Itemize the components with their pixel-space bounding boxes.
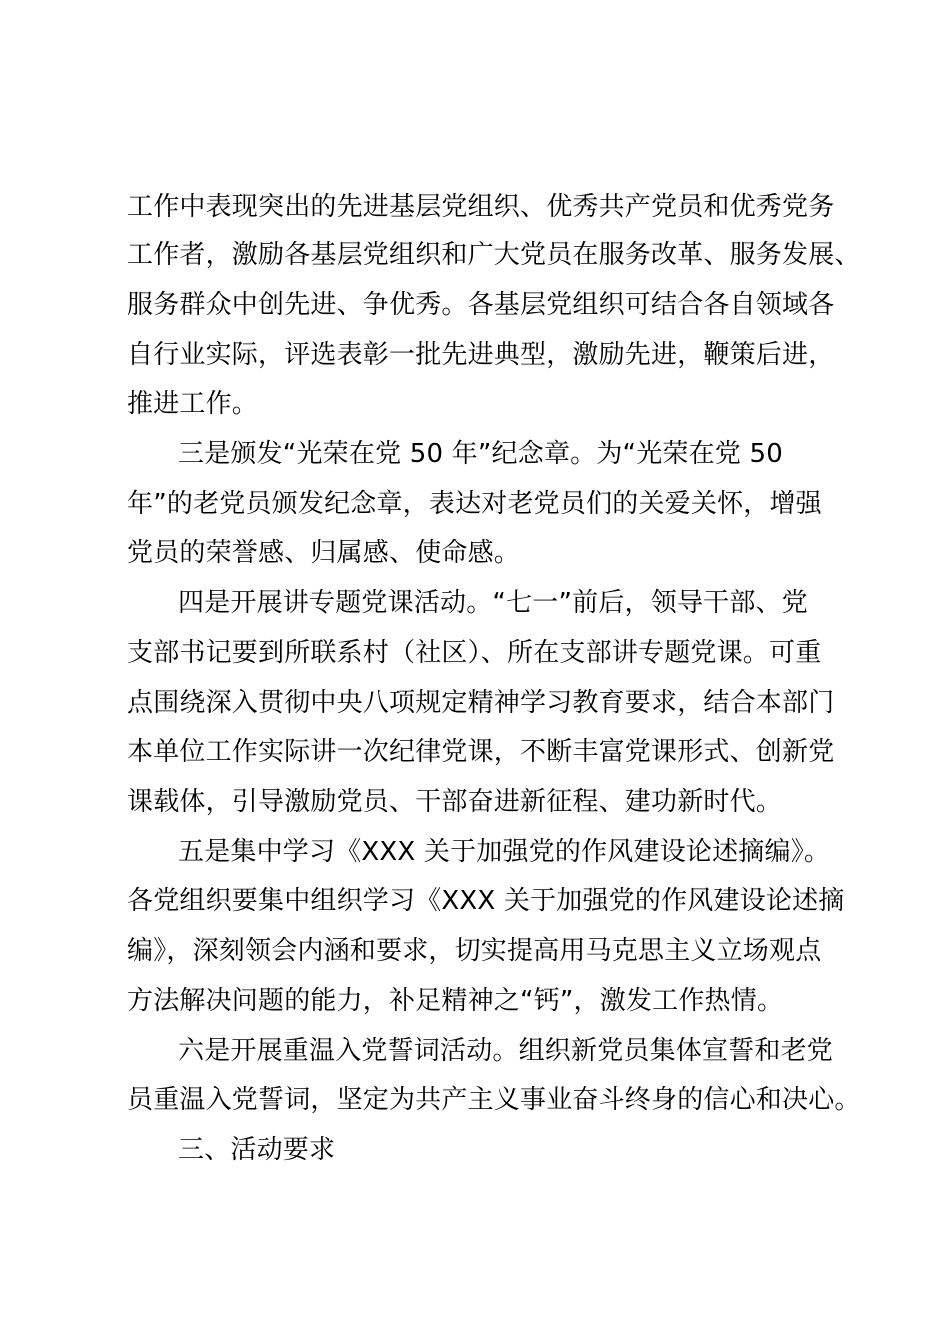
paragraph-line: 方法解决问题的能力，补足精神之“钙”，激发工作热情。 <box>127 986 784 1016</box>
paragraph-line: 支部书记要到所联系村（社区）、所在支部讲专题党课。可重 <box>127 638 822 668</box>
paragraph-line: 三是颁发“光荣在党 50 年”纪念章。为“光荣在党 50 <box>178 439 783 469</box>
section-heading: 三、活动要求 <box>178 1135 336 1165</box>
paragraph-line: 六是开展重温入党誓词活动。组织新党员集体宣誓和老党 <box>178 1036 834 1066</box>
paragraph-line: 工作者，激励各基层党组织和广大党员在服务改革、服务发展、 <box>127 240 861 270</box>
paragraph-line: 课载体，引导激励党员、干部奋进新征程、建功新时代。 <box>127 787 783 817</box>
paragraph-line: 编》，深刻领会内涵和要求，切实提高用马克思主义立场观点 <box>127 936 822 966</box>
paragraph-line: 工作中表现突出的先进基层党组织、优秀共产党员和优秀党务 <box>127 192 835 222</box>
paragraph-line: 自行业实际，评选表彰一批先进典型，激励先进，鞭策后进， <box>127 340 835 370</box>
paragraph-line: 年”的老党员颁发纪念章，表达对老党员们的关爱关怀，增强 <box>127 489 822 519</box>
paragraph-line: 员重温入党誓词，坚定为共产主义事业奋斗终身的信心和决心。 <box>127 1085 861 1115</box>
paragraph-line: 四是开展讲专题党课活动。“七一”前后，领导干部、党 <box>178 588 808 618</box>
paragraph-line: 各党组织要集中组织学习《XXX 关于加强党的作风建设论述摘 <box>127 886 845 916</box>
paragraph-line: 推进工作。 <box>127 389 259 419</box>
paragraph-line: 党员的荣誉感、归属感、使命感。 <box>127 538 521 568</box>
paragraph-line: 五是集中学习《XXX 关于加强党的作风建设论述摘编》。 <box>178 837 831 867</box>
paragraph-line: 服务群众中创先进、争优秀。各基层党组织可结合各自领域各 <box>127 290 835 320</box>
paragraph-line: 点围绕深入贯彻中央八项规定精神学习教育要求，结合本部门 <box>127 688 835 718</box>
paragraph-line: 本单位工作实际讲一次纪律党课，不断丰富党课形式、创新党 <box>127 737 835 767</box>
